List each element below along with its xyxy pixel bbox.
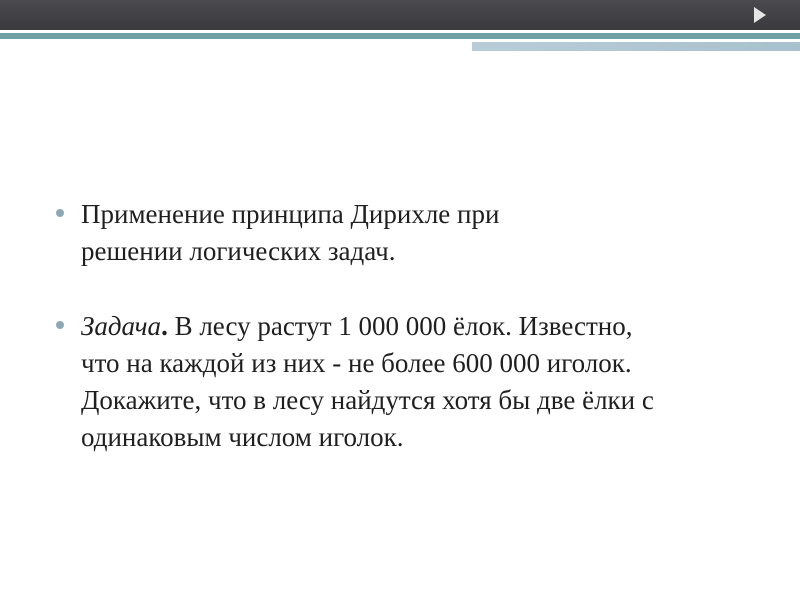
task-line-1 [81,308,756,345]
blue-stripe [472,42,800,51]
topic-line-2: решении логических задач. [81,236,396,266]
task-line-3: Докажите, что в лесу найдутся хотя бы две ёлки с [81,385,654,415]
bullet-dot-icon [56,321,64,329]
topic-line-1: Применение принципа Дирихле при [81,199,500,229]
bullet-dot-icon [56,209,64,217]
task-label-period: . [161,311,168,341]
arrow-right-icon [754,7,766,23]
teal-stripe [0,33,800,39]
bullet-item-topic [56,196,756,270]
slide-content [56,196,756,456]
task-line-2: что на каждой из них - не более 600 000 иголок. [81,348,632,378]
task-label: Задача [81,311,162,341]
bullet-item-task [56,308,756,456]
task-line-1-text: В лесу растут 1 000 000 ёлок. Известно, [167,311,633,341]
task-line-4: одинаковым числом иголок. [81,422,404,452]
top-bar [0,0,800,30]
